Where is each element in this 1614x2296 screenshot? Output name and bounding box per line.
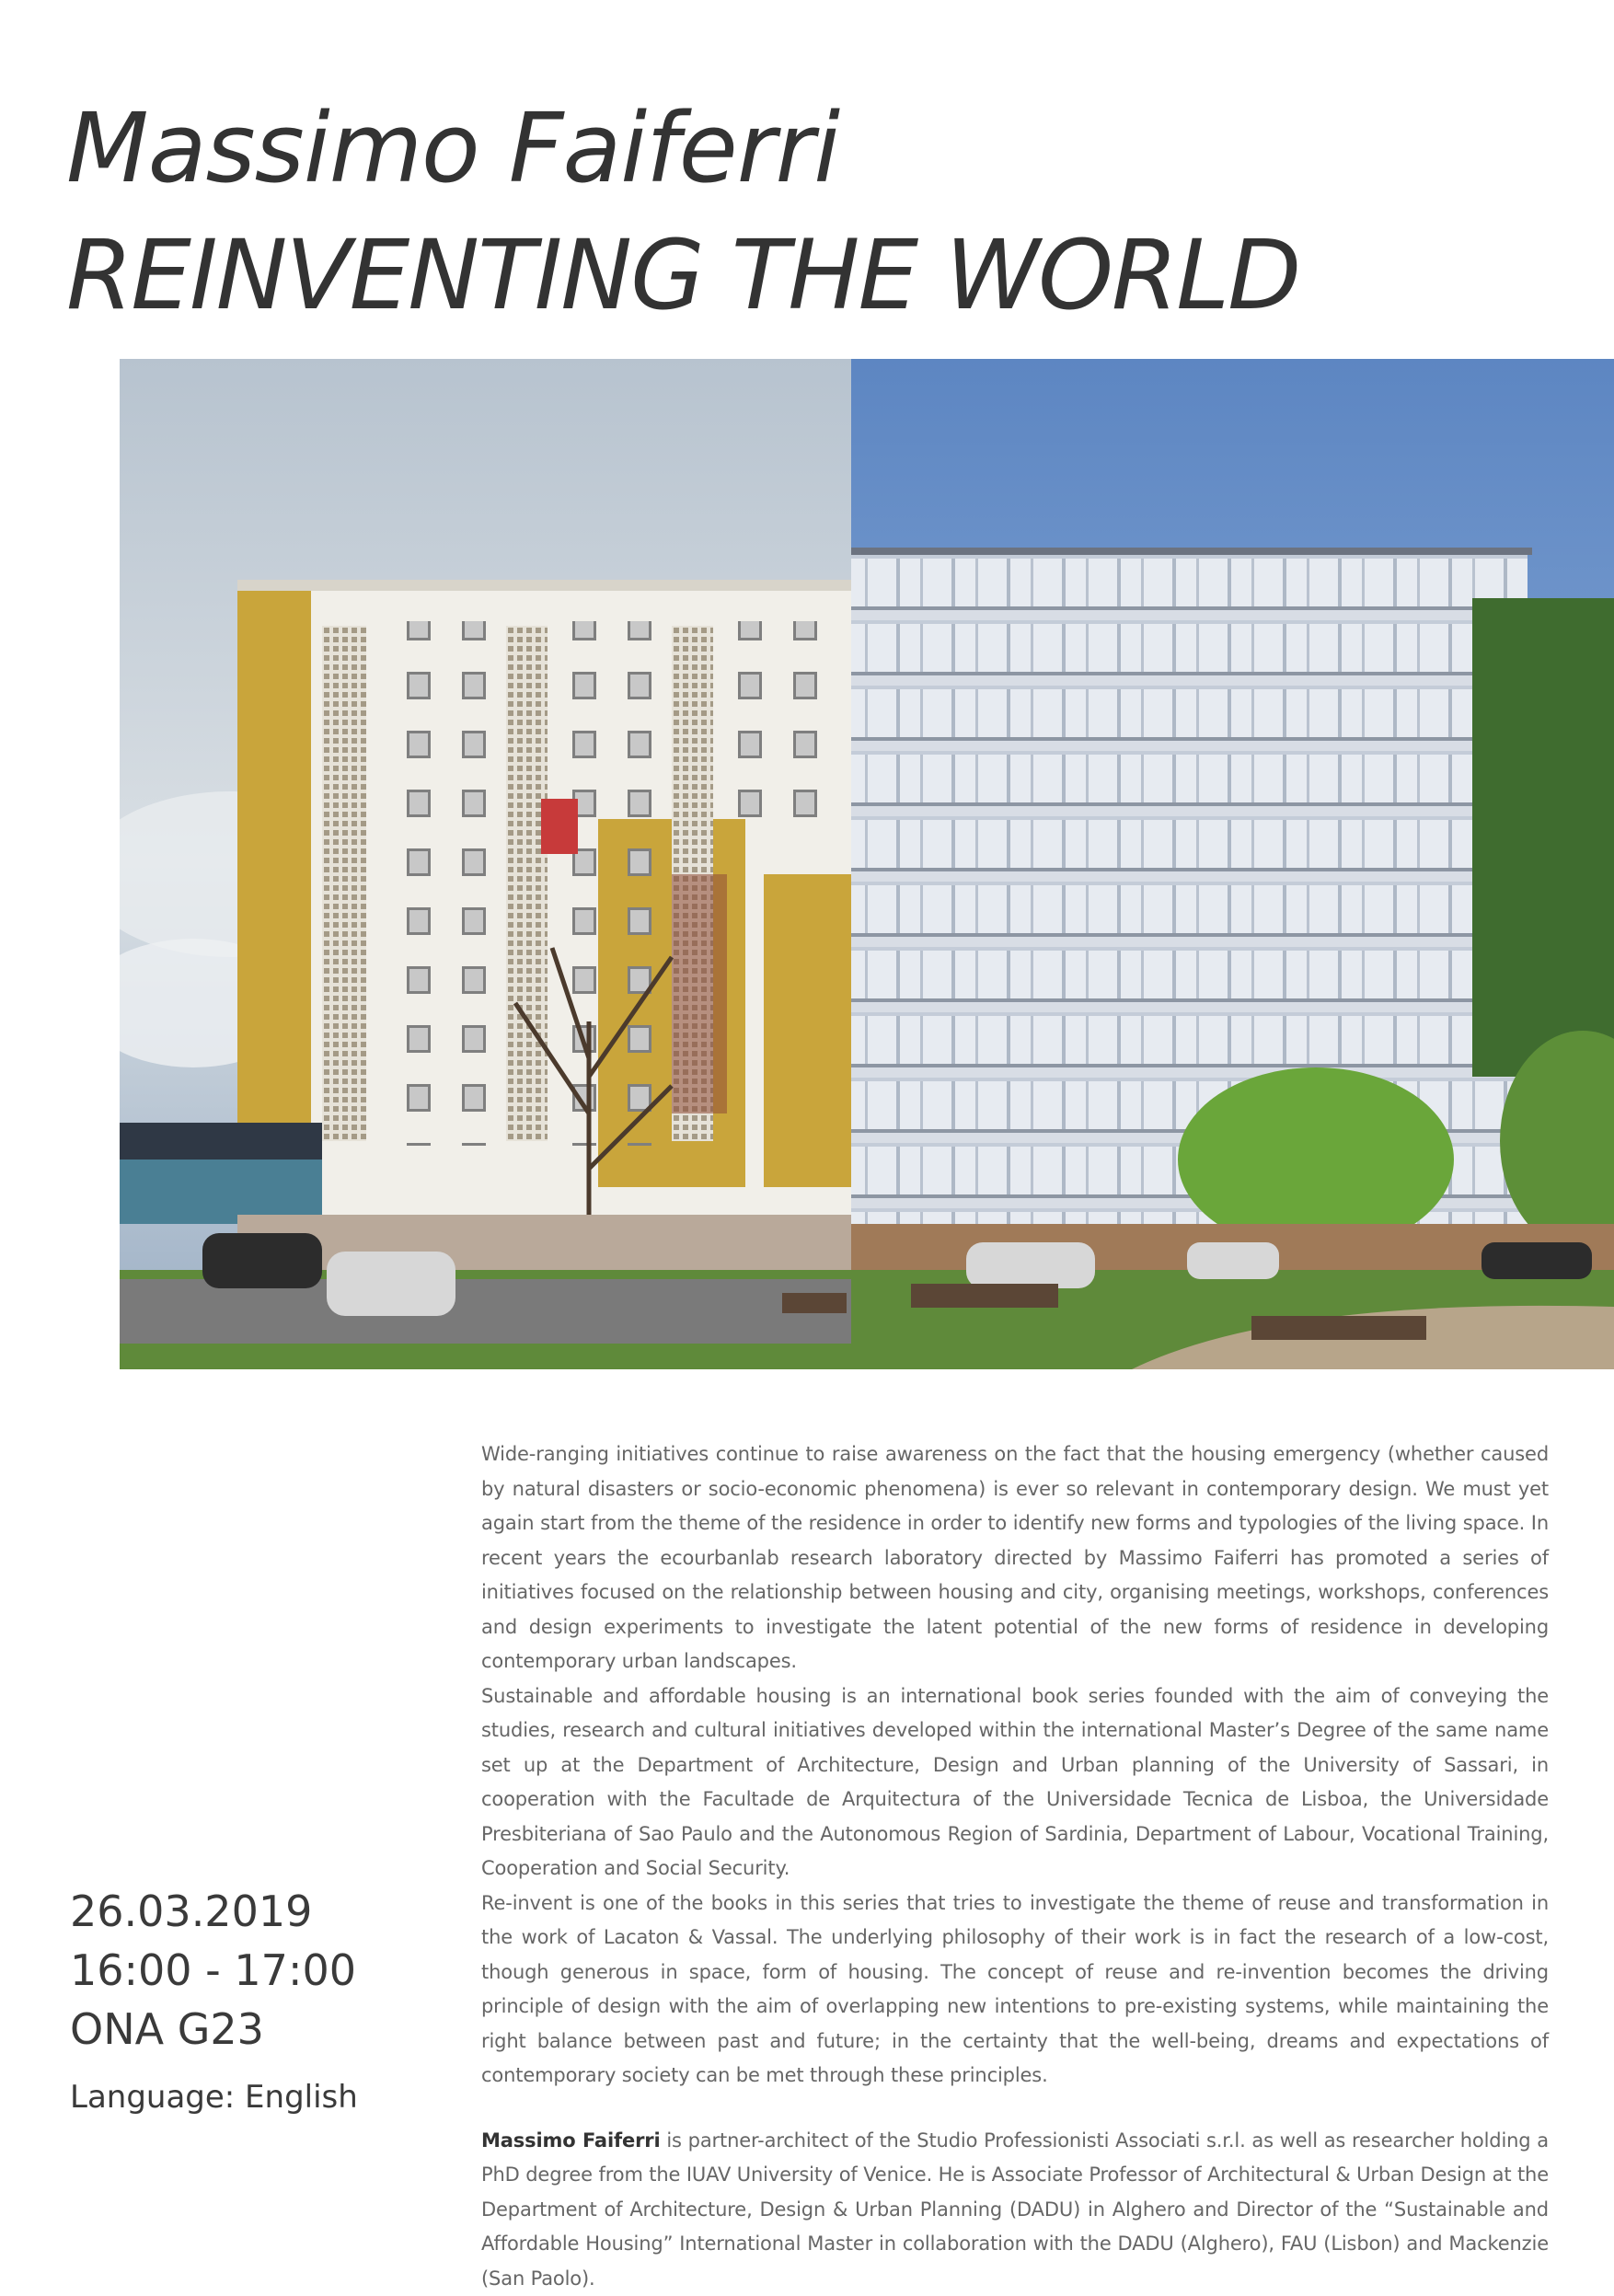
before-after-building-photo	[120, 359, 1614, 1369]
event-language: Language: English	[70, 2079, 358, 2116]
event-room: ONA G23	[70, 2000, 358, 2059]
lecture-description	[481, 1437, 1549, 2296]
paragraph-intro: Wide-ranging initiatives continue to raise awareness on the fact that the housing emergency (whether caused by natural disasters or socio-economic phenomena) is ever so relevant in contemporary design. We must yet again start from the theme of the residence in order to identify new forms and typologies of the living space. In recent years the ecourbanlab research laboratory directed by Massimo Faiferri has promoted a series of initiatives focused on the relationship between housing and city, organising meetings, workshops, conferences and design experiments to investigate the latent potential of the new forms of residence in developing contemporary urban landscapes.	[481, 1437, 1549, 1679]
paragraph-re-invent: Re-invent is one of the books in this series that tries to investigate the theme of reuse and transformation in the work of Lacaton & Vassal. The underlying philosophy of their work is in fact the research of a low-cost, though generous in space, form of housing. The concept of reuse and re-invention becomes the driving principle of design with the aim of overlapping new intentions to pre-existing systems, while maintaining the right balance between past and future; in the certainty that the well-being, dreams and expectations of contemporary society can be met through these principles.	[481, 1886, 1549, 2094]
lecture-title: REINVENTING THE WORLD	[66, 219, 1299, 331]
bio-name: Massimo Faiferri	[481, 2129, 661, 2152]
bio-text: is partner-architect of the Studio Professionisti Associati s.r.l. as well as researcher holding a PhD degree from the IUAV University of Venice. He is Associate Professor of Architectural & Urban Design at the Department of Architecture, Design & Urban Planning (DADU) in Alghero and Director of the “Sustainable and Affordable Housing” International Master in collaboration with the DADU (Alghero), FAU (Lisbon) and Mackenzie (San Paolo).	[481, 2129, 1549, 2290]
event-details	[70, 1882, 358, 2116]
event-time: 16:00 - 17:00	[70, 1941, 358, 2000]
building-illustration	[120, 359, 1614, 1369]
speaker-name: Massimo Faiferri	[66, 92, 839, 204]
paragraph-book-series: Sustainable and affordable housing is an international book series founded with the aim of conveying the studies, research and cultural initiatives developed within the international Master’s Degree of the same name set up at the Department of Architecture, Design and Urban planning of the University of Sassari, in cooperation with the Facultade de Arquitectura of the Universidade Tecnica de Lisboa, the Universidade Presbiteriana of Sao Paulo and the Autonomous Region of Sardinia, Department of Labour, Vocational Training, Cooperation and Social Security.	[481, 1679, 1549, 1886]
event-date: 26.03.2019	[70, 1882, 358, 1941]
speaker-bio	[481, 2124, 1549, 2296]
